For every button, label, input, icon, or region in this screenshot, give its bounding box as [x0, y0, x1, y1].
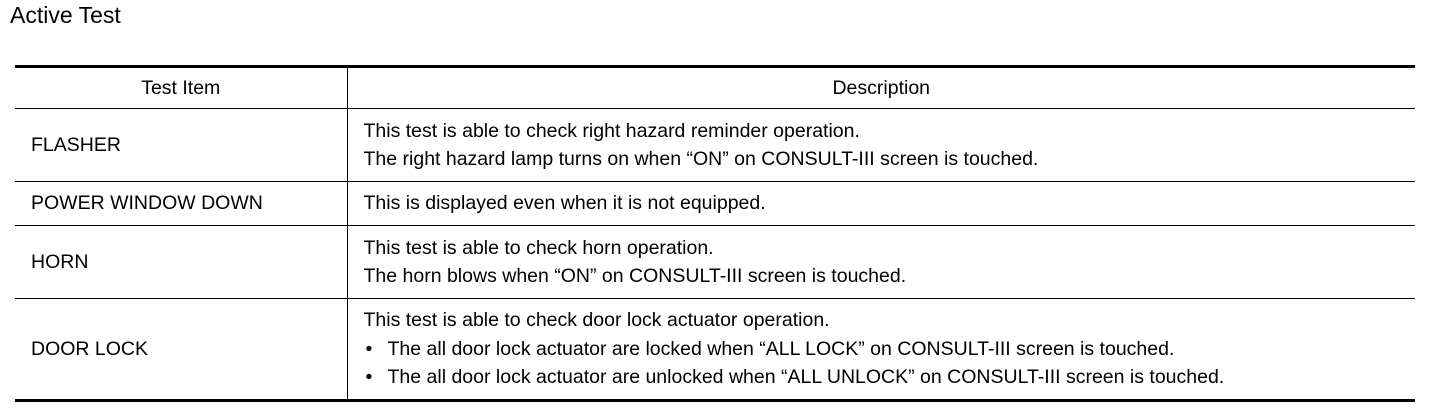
test-item-power-window-down: POWER WINDOW DOWN	[15, 182, 347, 226]
bullet-icon: •	[365, 366, 373, 389]
bullet-icon: •	[365, 337, 373, 360]
test-item-horn: HORN	[15, 226, 347, 299]
active-test-table	[15, 65, 1415, 402]
table-row	[15, 226, 1415, 299]
bullet-text: The all door lock actuator are locked when “ALL LOCK” on CONSULT-III screen is touched.	[387, 337, 1175, 360]
table-row	[15, 299, 1415, 401]
description-horn	[347, 226, 1415, 299]
table-row	[15, 109, 1415, 182]
header-test-item: Test Item	[15, 67, 347, 109]
description-line: This is displayed even when it is not equipped.	[363, 192, 766, 215]
description-line: This test is able to check door lock actuator operation.	[363, 309, 830, 332]
table-header-row	[15, 67, 1415, 109]
bullet-item	[364, 363, 1416, 392]
test-item-flasher: FLASHER	[15, 109, 347, 182]
bullet-item	[364, 335, 1416, 364]
description-line: This test is able to check horn operation.	[363, 236, 714, 259]
description-line: This test is able to check right hazard reminder operation.	[363, 119, 860, 142]
table-row	[15, 182, 1415, 226]
description-line: The right hazard lamp turns on when “ON” on CONSULT-III screen is touched.	[363, 148, 1039, 170]
description-power-window-down	[347, 182, 1415, 226]
description-line: The horn blows when “ON” on CONSULT-III screen is touched.	[363, 265, 907, 287]
description-door-lock	[347, 299, 1415, 401]
description-flasher	[347, 109, 1415, 182]
header-description: Description	[347, 67, 1415, 109]
test-item-door-lock: DOOR LOCK	[15, 299, 347, 401]
bullet-text: The all door lock actuator are unlocked when “ALL UNLOCK” on CONSULT-III screen is touched.	[387, 366, 1225, 389]
section-title: Active Test	[10, 2, 121, 28]
